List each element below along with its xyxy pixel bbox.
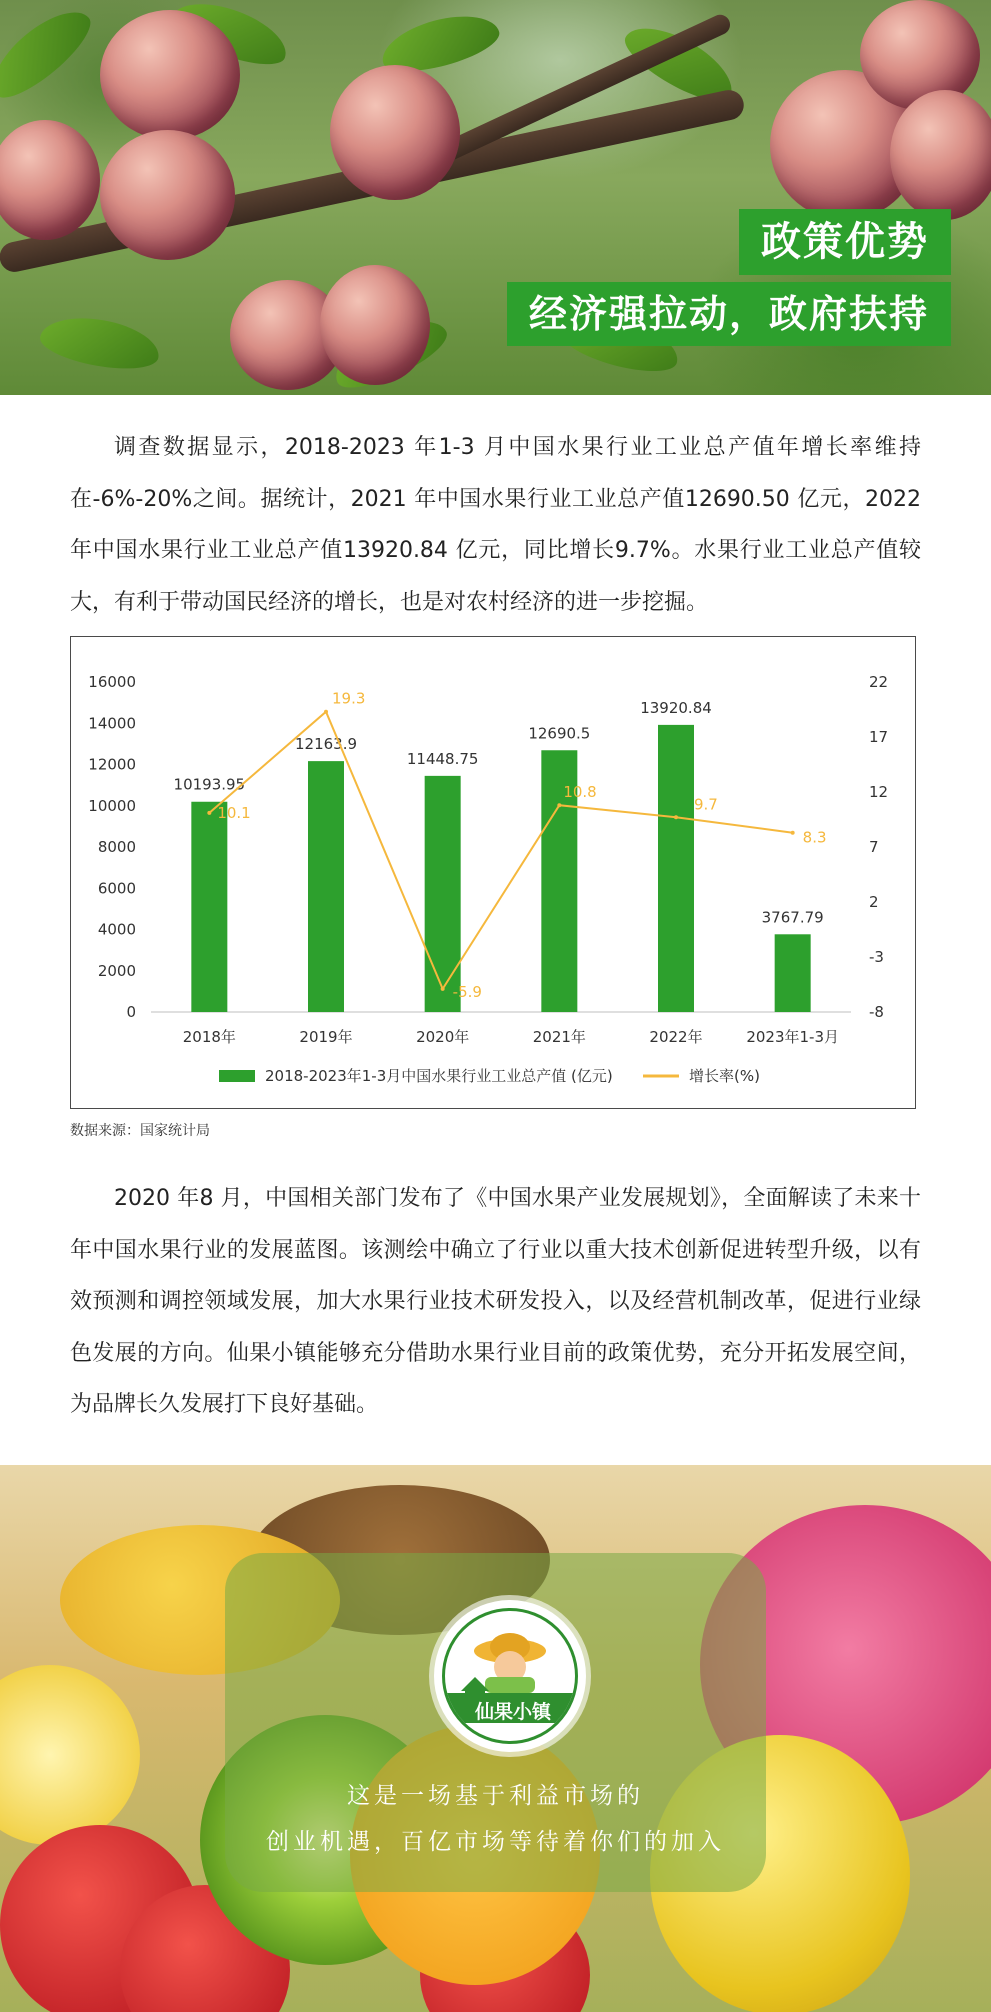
source-note: 数据来源：国家统计局 [70, 1123, 210, 1139]
chart-container [70, 636, 916, 1109]
hero-subtitle-tag: 经济强拉动，政府扶持 [507, 282, 951, 346]
y-right-tick-label: -3 [869, 948, 884, 966]
leaf-image [37, 310, 163, 376]
peach-image [890, 90, 991, 220]
x-tick-label: 2022年 [649, 1028, 703, 1046]
peach-image [330, 65, 460, 200]
y-left-tick-label: 10000 [88, 796, 136, 815]
hero-title-tag: 政策优势 [739, 209, 951, 275]
logo-text: 仙果小镇 [474, 1701, 551, 1723]
logo-badge [442, 1608, 578, 1744]
policy-paragraph: 2020 年8 月，中国相关部门发布了《中国水果产业发展规划》，全面解读了未来十年中国水果行业的发展蓝图。该测绘中确立了行业以重大技术创新促进转型升级，以有效预测和调控领域发展，加大水果行业技术研发投入，以及经营机制改革，促进行业绿色发展的方向。仙果小镇能够充分借助水果行业目前的政策优势，充分开拓发展空间，为品牌长久发展打下良好基础。 [70, 1186, 921, 1417]
bar [308, 761, 344, 1012]
hero-banner [0, 0, 991, 395]
growth-rate-label: -5.9 [452, 982, 482, 1001]
growth-rate-label: 19.3 [332, 689, 366, 708]
growth-rate-point [791, 831, 795, 835]
x-tick-label: 2019年 [299, 1028, 353, 1046]
leaf-image [0, 0, 101, 109]
growth-rate-label: 9.7 [694, 795, 718, 814]
bar [775, 934, 811, 1012]
bar [425, 776, 461, 1012]
y-left-tick-label: 14000 [88, 714, 136, 733]
bar-value-label: 11448.75 [406, 749, 479, 768]
y-right-tick-label: 2 [869, 893, 879, 911]
y-left-tick-label: 4000 [97, 920, 136, 939]
peach-image [0, 120, 100, 240]
bar-value-label: 12690.5 [528, 724, 591, 743]
growth-rate-point [674, 815, 678, 819]
legend-line-label: 增长率(%) [689, 1067, 760, 1085]
y-right-tick-label: 17 [869, 728, 889, 746]
y-right-tick-label: 12 [869, 783, 889, 801]
bar-value-label: 10193.95 [173, 775, 246, 794]
x-tick-label: 2023年1-3月 [746, 1028, 840, 1046]
y-left-tick-label: 16000 [88, 673, 136, 691]
growth-rate-label: 8.3 [802, 828, 827, 847]
bar-value-label: 3767.79 [761, 908, 824, 927]
bar [658, 725, 694, 1012]
x-tick-label: 2018年 [182, 1028, 236, 1046]
peach-image [100, 10, 240, 140]
slogan-line-2: 创业机遇，百亿市场等待着你们的加入 [266, 1829, 725, 1855]
legend-bar-label: 2018-2023年1-3月中国水果行业工业总产值 (亿元) [265, 1067, 613, 1085]
y-left-tick-label: 8000 [97, 838, 136, 856]
y-left-tick-label: 0 [126, 1003, 136, 1021]
growth-rate-point [324, 710, 328, 714]
growth-rate-point [441, 987, 445, 991]
x-tick-label: 2020年 [416, 1028, 470, 1046]
intro-paragraph: 调查数据显示，2018-2023 年1-3 月中国水果行业工业总产值年增长率维持在-6%-20%之间。据统计，2021 年中国水果行业工业总产值12690.50 亿元，2022年中国水果行业工业总产值13920.84 亿元，同比增长9.7%。水果行业工业总产值较大，有利于带动国民经济的增长，也是对农村经济的进一步挖掘。 [70, 435, 921, 615]
y-left-tick-label: 12000 [88, 755, 136, 774]
growth-rate-line [209, 712, 792, 989]
growth-rate-point [207, 811, 211, 815]
y-right-tick-label: -8 [869, 1003, 884, 1021]
growth-rate-label: 10.1 [217, 803, 251, 822]
lemon-image [0, 1665, 140, 1845]
y-left-tick-label: 6000 [97, 879, 136, 898]
bar [191, 802, 227, 1012]
peach-image [100, 130, 235, 260]
bar-value-label: 12163.9 [294, 735, 358, 754]
peach-image [320, 265, 430, 385]
y-right-tick-label: 22 [869, 673, 889, 691]
legend-bar-swatch [219, 1070, 255, 1082]
combo-chart [71, 637, 917, 1110]
y-left-tick-label: 2000 [97, 961, 136, 980]
growth-rate-point [557, 803, 561, 807]
x-tick-label: 2021年 [532, 1028, 586, 1046]
growth-rate-label: 10.8 [563, 783, 597, 802]
brand-logo [434, 1600, 586, 1752]
slogan-line-1: 这是一场基于利益市场的 [347, 1783, 644, 1809]
bar-value-label: 13920.84 [640, 698, 712, 717]
y-right-tick-label: 7 [869, 838, 879, 856]
